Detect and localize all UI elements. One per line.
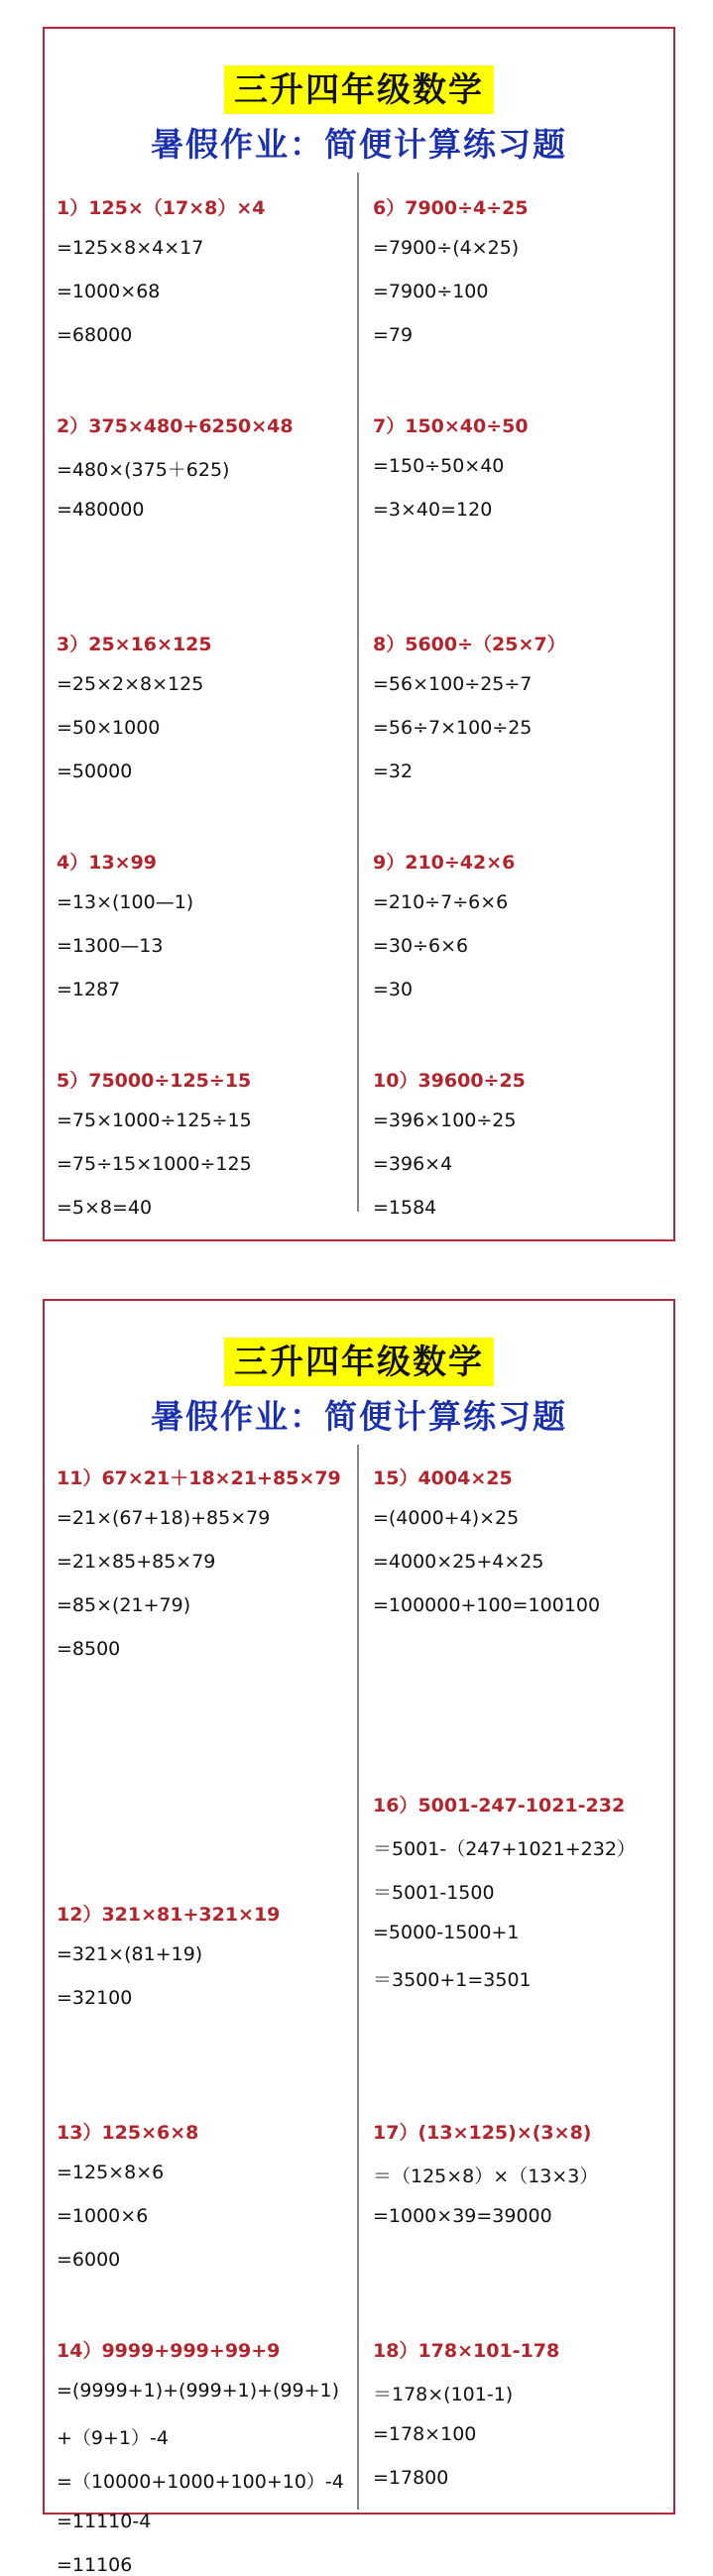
- solution-step: =125×8×6: [57, 2162, 165, 2183]
- solution-step: =5×8=40: [57, 1197, 153, 1219]
- problem-question: 11）67×21＋18×21+85×79: [57, 1467, 341, 1489]
- solution-step: =50×1000: [57, 717, 161, 739]
- solution-step: ＝（125×8）×（13×3）: [373, 2166, 599, 2187]
- problem-question: 1）125×（17×8）×4: [57, 197, 266, 219]
- solution-step: =（10000+1000+100+10）-4: [57, 2471, 344, 2493]
- solution-step: =(4000+4)×25: [373, 1507, 520, 1529]
- problem-question: 7）150×40÷50: [373, 415, 529, 437]
- solution-step: =480×(375＋625): [57, 459, 230, 481]
- solution-step: =3×40=120: [373, 499, 493, 521]
- solution-step: ＝5001-（247+1021+232）: [373, 1838, 636, 1860]
- solution-step: =85×(21+79): [57, 1594, 191, 1616]
- solution-step: =32100: [57, 1987, 133, 2009]
- worksheet-subtitle: 暑假作业：简便计算练习题: [151, 125, 567, 164]
- solution-step: =79: [373, 324, 414, 346]
- solution-step: =1584: [373, 1197, 437, 1219]
- solution-step: =11110-4: [57, 2511, 152, 2532]
- problem-question: 6）7900÷4÷25: [373, 197, 529, 219]
- solution-step: +（9+1）-4: [57, 2427, 169, 2449]
- problem-question: 4）13×99: [57, 852, 158, 874]
- problem-question: 3）25×16×125: [57, 634, 212, 655]
- worksheet-page-1: [43, 27, 675, 1241]
- worksheet-title: 三升四年级数学: [224, 1338, 494, 1386]
- problem-question: 12）321×81+321×19: [57, 1904, 281, 1926]
- solution-step: =4000×25+4×25: [373, 1551, 544, 1573]
- solution-step: =396×100÷25: [373, 1110, 517, 1131]
- solution-step: =25×2×8×125: [57, 673, 204, 695]
- solution-step: =1000×39=39000: [373, 2205, 552, 2227]
- problem-question: 14）9999+999+99+9: [57, 2340, 281, 2362]
- solution-step: =75×1000÷125÷15: [57, 1110, 252, 1131]
- problem-question: 2）375×480+6250×48: [57, 415, 294, 437]
- solution-step: =21×(67+18)+85×79: [57, 1507, 271, 1529]
- solution-step: =125×8×4×17: [57, 237, 204, 259]
- solution-step: ＝3500+1=3501: [373, 1969, 532, 1991]
- solution-step: =178×100: [373, 2423, 477, 2445]
- solution-step: =7900÷100: [373, 281, 489, 302]
- solution-step: =13×(100—1): [57, 891, 194, 913]
- solution-step: =56×100÷25÷7: [373, 673, 533, 695]
- solution-step: =7900÷(4×25): [373, 237, 520, 259]
- solution-step: =5000-1500+1: [373, 1922, 520, 1943]
- solution-step: =56÷7×100÷25: [373, 717, 533, 739]
- worksheet-subtitle: 暑假作业：简便计算练习题: [151, 1397, 567, 1436]
- solution-step: =480000: [57, 499, 145, 521]
- solution-step: =210÷7÷6×6: [373, 891, 509, 913]
- problem-question: 5）75000÷125÷15: [57, 1070, 252, 1092]
- solution-step: =1287: [57, 979, 121, 1000]
- solution-step: =150÷50×40: [373, 455, 505, 477]
- solution-step: =1000×6: [57, 2205, 149, 2227]
- solution-step: ＝5001-1500: [373, 1882, 495, 1904]
- solution-step: =396×4: [373, 1153, 453, 1175]
- solution-step: =21×85+85×79: [57, 1551, 216, 1573]
- column-divider: [357, 173, 359, 1212]
- solution-step: =30: [373, 979, 414, 1000]
- problem-question: 15）4004×25: [373, 1467, 513, 1489]
- worksheet-title: 三升四年级数学: [224, 65, 494, 114]
- solution-step: =1300—13: [57, 935, 164, 957]
- problem-question: 8）5600÷（25×7）: [373, 634, 566, 655]
- problem-question: 10）39600÷25: [373, 1070, 526, 1092]
- problem-question: 13）125×6×8: [57, 2122, 199, 2144]
- worksheet-page-2: [43, 1299, 675, 2576]
- solution-step: =1000×68: [57, 281, 161, 302]
- solution-step: =68000: [57, 324, 133, 346]
- solution-step: ＝178×(101-1): [373, 2384, 514, 2405]
- solution-step: =321×(81+19): [57, 1943, 203, 1965]
- solution-step: =50000: [57, 761, 133, 782]
- problem-question: 16）5001-247-1021-232: [373, 1795, 626, 1816]
- solution-step: =6000: [57, 2249, 121, 2271]
- solution-step: =30÷6×6: [373, 935, 469, 957]
- column-divider: [357, 1445, 359, 2510]
- solution-step: =11106: [57, 2554, 133, 2576]
- solution-step: =8500: [57, 1638, 121, 1660]
- problem-question: 9）210÷42×6: [373, 852, 516, 874]
- solution-step: =17800: [373, 2467, 449, 2489]
- solution-step: =75÷15×1000÷125: [57, 1153, 252, 1175]
- problem-question: 18）178×101-178: [373, 2340, 560, 2362]
- problem-question: 17）(13×125)×(3×8): [373, 2122, 592, 2144]
- solution-step: =100000+100=100100: [373, 1594, 601, 1616]
- solution-step: =(9999+1)+(999+1)+(99+1): [57, 2380, 340, 2401]
- solution-step: =32: [373, 761, 414, 782]
